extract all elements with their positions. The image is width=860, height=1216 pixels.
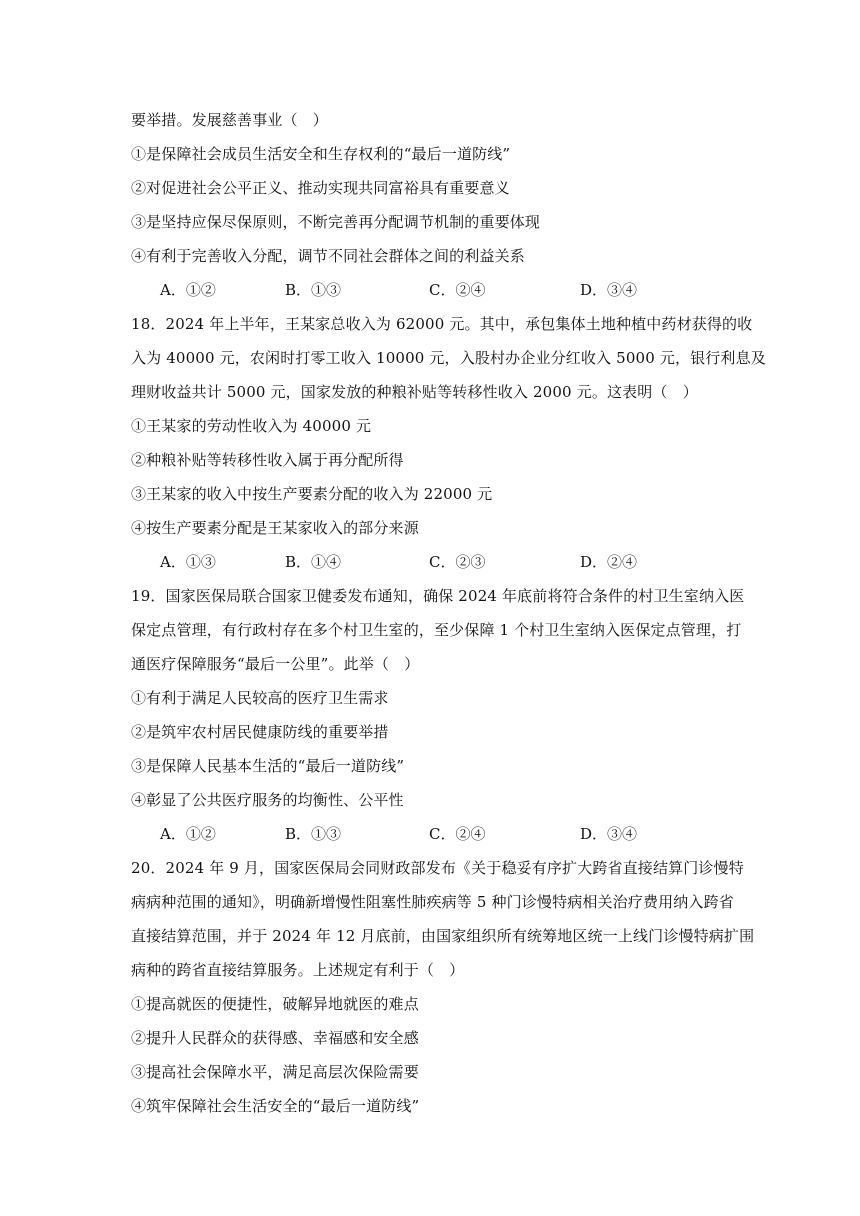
q19-option-b: B．①③ (285, 825, 342, 843)
q17-statement-1: ①是保障社会成员生活安全和生存权利的“最后一道防线” (131, 145, 511, 163)
q19-option-a: A．①② (160, 825, 216, 843)
q17-option-b: B．①③ (285, 281, 342, 299)
q18-statement-1: ①王某家的劳动性收入为 40000 元 (131, 417, 372, 435)
q17-option-a: A．①② (160, 281, 216, 299)
q20-stem-line-2: 病病种范围的通知》，明确新增慢性阻塞性肺疾病等 5 种门诊慢特病相关治疗费用纳入跨省 (131, 893, 734, 911)
q17-statement-3: ③是坚持应保尽保原则，不断完善再分配调节机制的重要体现 (131, 213, 541, 231)
q18-stem-line-1: 18．2024 年上半年，王某家总收入为 62000 元。其中，承包集体土地种植中药材获得的收 (131, 315, 753, 333)
q17-stem-continuation: 要举措。发展慈善事业（ ） (131, 111, 328, 129)
q20-stem-line-1: 20．2024 年 9 月，国家医保局会同财政部发布《关于稳妥有序扩大跨省直接结算门诊慢特 (131, 859, 744, 877)
q18-statement-2: ②种粮补贴等转移性收入属于再分配所得 (131, 451, 404, 469)
q20-statement-1: ①提高就医的便捷性，破解异地就医的难点 (131, 995, 419, 1013)
q18-statement-3: ③王某家的收入中按生产要素分配的收入为 22000 元 (131, 485, 493, 503)
q19-option-c: C．②④ (429, 825, 486, 843)
q19-stem-line-3: 通医疗保障服务“最后一公里”。此举（ ） (131, 655, 420, 673)
q18-option-d: D．②④ (580, 553, 638, 571)
q19-option-d: D．③④ (580, 825, 638, 843)
q18-stem-line-2: 入为 40000 元，农闲时打零工收入 10000 元，入股村办企业分红收入 5000 元，银行利息及 (131, 349, 766, 367)
q19-statement-2: ②是筑牢农村居民健康防线的重要举措 (131, 723, 389, 741)
q20-stem-line-4: 病种的跨省直接结算服务。上述规定有利于（ ） (131, 961, 465, 979)
q18-option-a: A．①③ (160, 553, 216, 571)
q17-option-d: D．③④ (580, 281, 638, 299)
q18-option-b: B．①④ (285, 553, 342, 571)
q19-stem-line-2: 保定点管理，有行政村存在多个村卫生室的，至少保障 1 个村卫生室纳入医保定点管理，打 (131, 621, 742, 639)
q17-statement-4: ④有利于完善收入分配，调节不同社会群体之间的利益关系 (131, 247, 525, 265)
q17-option-c: C．②④ (429, 281, 486, 299)
q20-statement-3: ③提高社会保障水平，满足高层次保险需要 (131, 1063, 419, 1081)
q17-statement-2: ②对促进社会公平正义、推动实现共同富裕具有重要意义 (131, 179, 510, 197)
q20-stem-line-3: 直接结算范围，并于 2024 年 12 月底前，由国家组织所有统筹地区统一上线门诊慢特病扩围 (131, 927, 755, 945)
q19-statement-4: ④彰显了公共医疗服务的均衡性、公平性 (131, 791, 404, 809)
q18-statement-4: ④按生产要素分配是王某家收入的部分来源 (131, 519, 419, 537)
q20-statement-2: ②提升人民群众的获得感、幸福感和安全感 (131, 1029, 419, 1047)
q19-stem-line-1: 19．国家医保局联合国家卫健委发布通知，确保 2024 年底前将符合条件的村卫生室纳入医 (131, 587, 745, 605)
q18-stem-line-3: 理财收益共计 5000 元，国家发放的种粮补贴等转移性收入 2000 元。这表明（ ） (131, 383, 698, 401)
q19-statement-1: ①有利于满足人民较高的医疗卫生需求 (131, 689, 389, 707)
q20-statement-4: ④筑牢保障社会生活安全的“最后一道防线” (131, 1097, 420, 1115)
q18-option-c: C．②③ (429, 553, 486, 571)
q19-statement-3: ③是保障人民基本生活的“最后一道防线” (131, 757, 405, 775)
